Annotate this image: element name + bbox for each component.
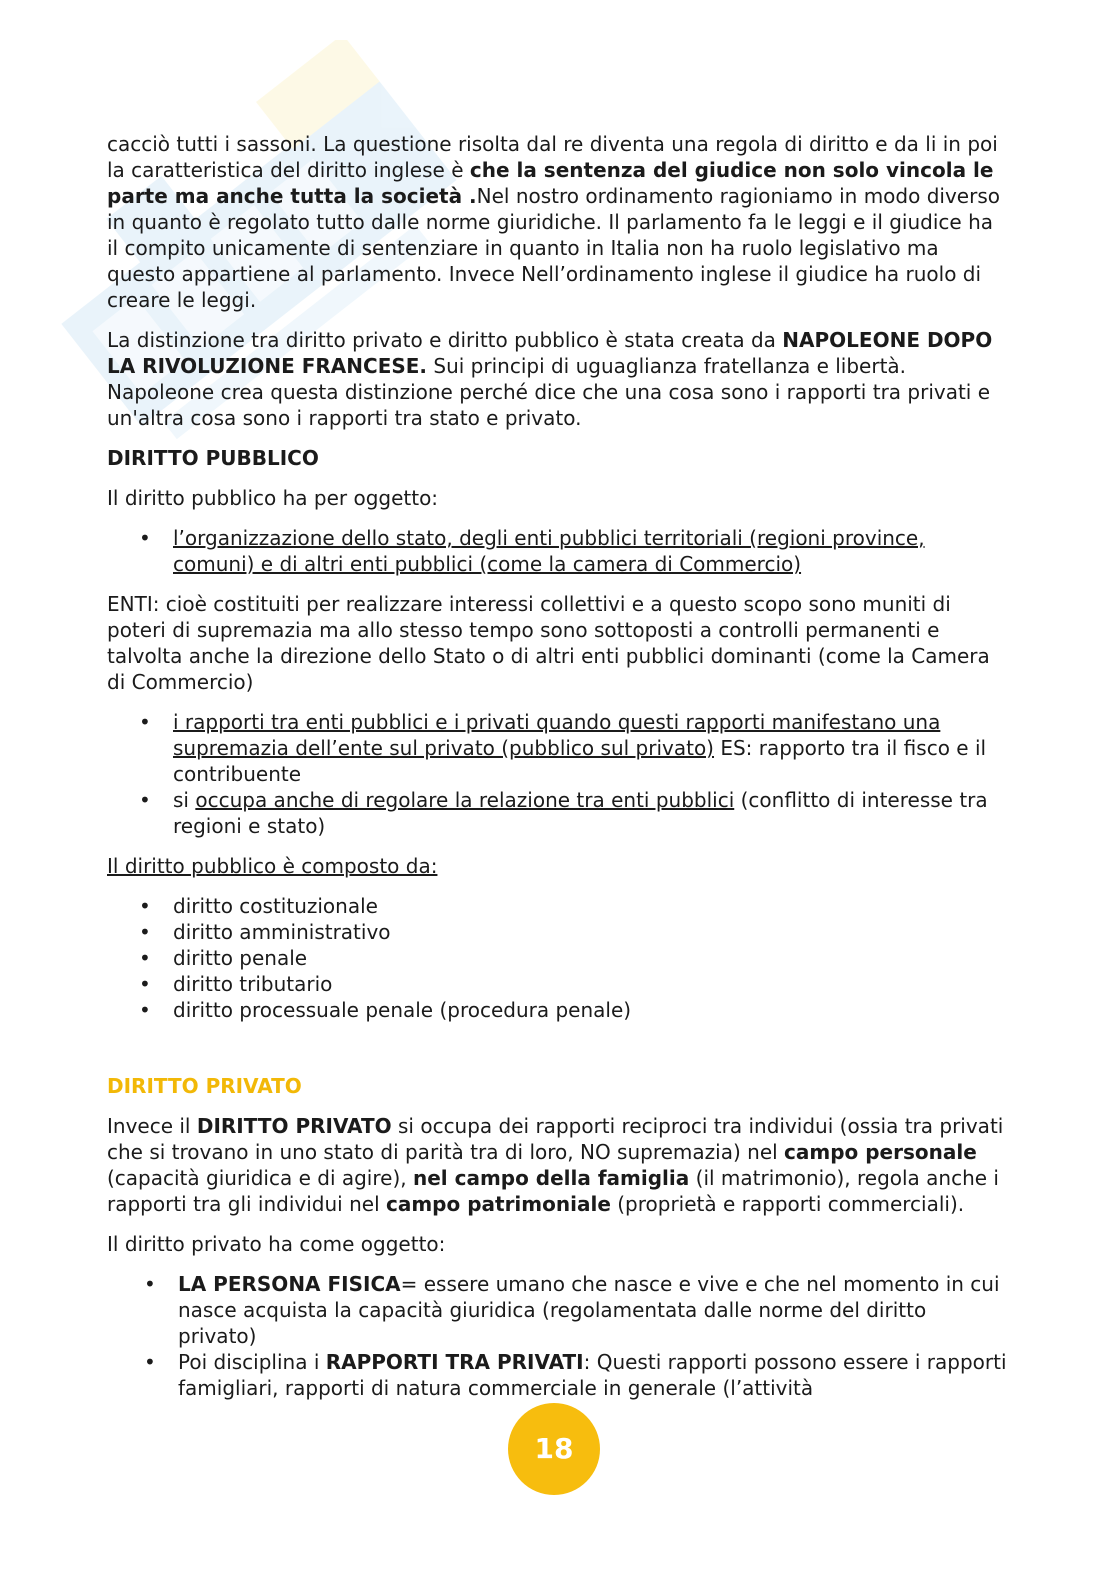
bold-run: nel campo della famiglia (412, 1166, 690, 1190)
text-run: : Questi rapporti possono essere i rapporti famigliari, rapporti di natura commerciale in generale (l’attività (178, 1350, 1007, 1400)
pubblico-bullets-1 (107, 525, 1007, 577)
pubblico-intro: Il diritto pubblico ha per oggetto: (107, 486, 439, 510)
pubblico-branches-list (107, 893, 1007, 1023)
pubblico-bullets-2 (107, 709, 1007, 839)
bold-run: RAPPORTI TRA PRIVATI (325, 1350, 584, 1374)
document-body (107, 131, 1007, 1415)
list-item: • diritto penale (107, 945, 1007, 971)
paragraph-common-law (107, 131, 1007, 313)
list-item (107, 787, 1007, 839)
text-run: ES: rapporto tra il fisco e il contribuente (173, 736, 987, 786)
page-number-badge: 18 (508, 1403, 600, 1495)
text-run: Invece il (107, 1114, 197, 1138)
underlined-run: l’organizzazione dello stato, degli enti pubblici territoriali (regioni province, comuni) e di altri enti pubblici (come la camera di Commercio) (173, 526, 925, 576)
list-item (107, 709, 1007, 787)
text-run: = essere umano che nasce e vive e che nel momento in cui nasce acquista la capacità giuridica (regolamentata dalle norme del diritto privato) (178, 1272, 1000, 1348)
bold-run: LA PERSONA FISICA (178, 1272, 401, 1296)
heading-diritto-privato: DIRITTO PRIVATO (107, 1074, 302, 1098)
text-run: cacciò tutti i sassoni. La questione risolta dal re diventa una regola di diritto e da li in poi la caratteristica del diritto inglese è (107, 132, 998, 182)
privato-intro: Il diritto privato ha come oggetto: (107, 1232, 446, 1256)
privato-bullets (107, 1271, 1007, 1401)
bold-run: NAPOLEONE DOPO LA RIVOLUZIONE FRANCESE. (107, 328, 993, 378)
text-run: Nel nostro ordinamento ragioniamo in modo diverso in quanto è regolato tutto dalle norme giuridiche. Il parlamento fa le leggi e il giudice ha il compito unicamente di sentenziare in quanto in Italia non ha ruolo legislativo ma questo appartiene al parlamento. Invece Nell’ordinamento inglese il giudice ha ruolo di creare le leggi. (107, 184, 1000, 312)
list-item: • diritto costituzionale (107, 893, 1007, 919)
list-item: • diritto tributario (107, 971, 1007, 997)
list-item (107, 525, 1007, 577)
pubblico-composto (107, 853, 1007, 879)
list-item: • diritto processuale penale (procedura penale) (107, 997, 1007, 1023)
text-run: Poi disciplina i (178, 1350, 326, 1374)
heading-diritto-pubblico: DIRITTO PUBBLICO (107, 446, 319, 470)
underlined-run: occupa anche di regolare la relazione tra enti pubblici (195, 788, 735, 812)
text-run: (capacità giuridica e di agire), (107, 1166, 413, 1190)
paragraph-enti: ENTI: cioè costituiti per realizzare interessi collettivi e a questo scopo sono muniti di poteri di supremazia ma allo stesso tempo sono sottoposti a controlli permanenti e talvolta anche la direzione dello Stato o di altri enti pubblici dominanti (come la Camera di Commercio) (107, 592, 990, 694)
text-run: (conflitto di interesse tra regioni e stato) (173, 788, 988, 838)
list-item (107, 1349, 1007, 1401)
bold-run: campo personale (784, 1140, 977, 1164)
text-run: si (173, 788, 196, 812)
paragraph-privato (107, 1113, 1007, 1217)
list-item (107, 1271, 1007, 1349)
text-run: si occupa dei rapporti reciproci tra individui (ossia tra privati che si trovano in uno stato di parità tra di loro, NO supremazia) nel (107, 1114, 1004, 1164)
text-run: Sui principi di uguaglianza fratellanza e libertà. Napoleone crea questa distinzione perché dice che una cosa sono i rapporti tra privati e un'altra cosa sono i rapporti tra stato e privato. (107, 354, 991, 430)
bold-run: campo patrimoniale (385, 1192, 611, 1216)
underlined-run: Il diritto pubblico è composto da: (107, 854, 438, 878)
text-run: La distinzione tra diritto privato e diritto pubblico è stata creata da (107, 328, 783, 352)
text-run: (il matrimonio), regola anche i rapporti tra gli individui nel (107, 1166, 999, 1216)
paragraph-napoleone (107, 327, 1007, 431)
text-run: (proprietà e rapporti commerciali). (610, 1192, 965, 1216)
list-item: • diritto amministrativo (107, 919, 1007, 945)
bold-run: DIRITTO PRIVATO (196, 1114, 392, 1138)
underlined-run: i rapporti tra enti pubblici e i privati quando questi rapporti manifestano una supremazia dell’ente sul privato (pubblico sul privato) (173, 710, 941, 760)
bold-run: che la sentenza del giudice non solo vincola le parte ma anche tutta la società . (107, 158, 994, 208)
